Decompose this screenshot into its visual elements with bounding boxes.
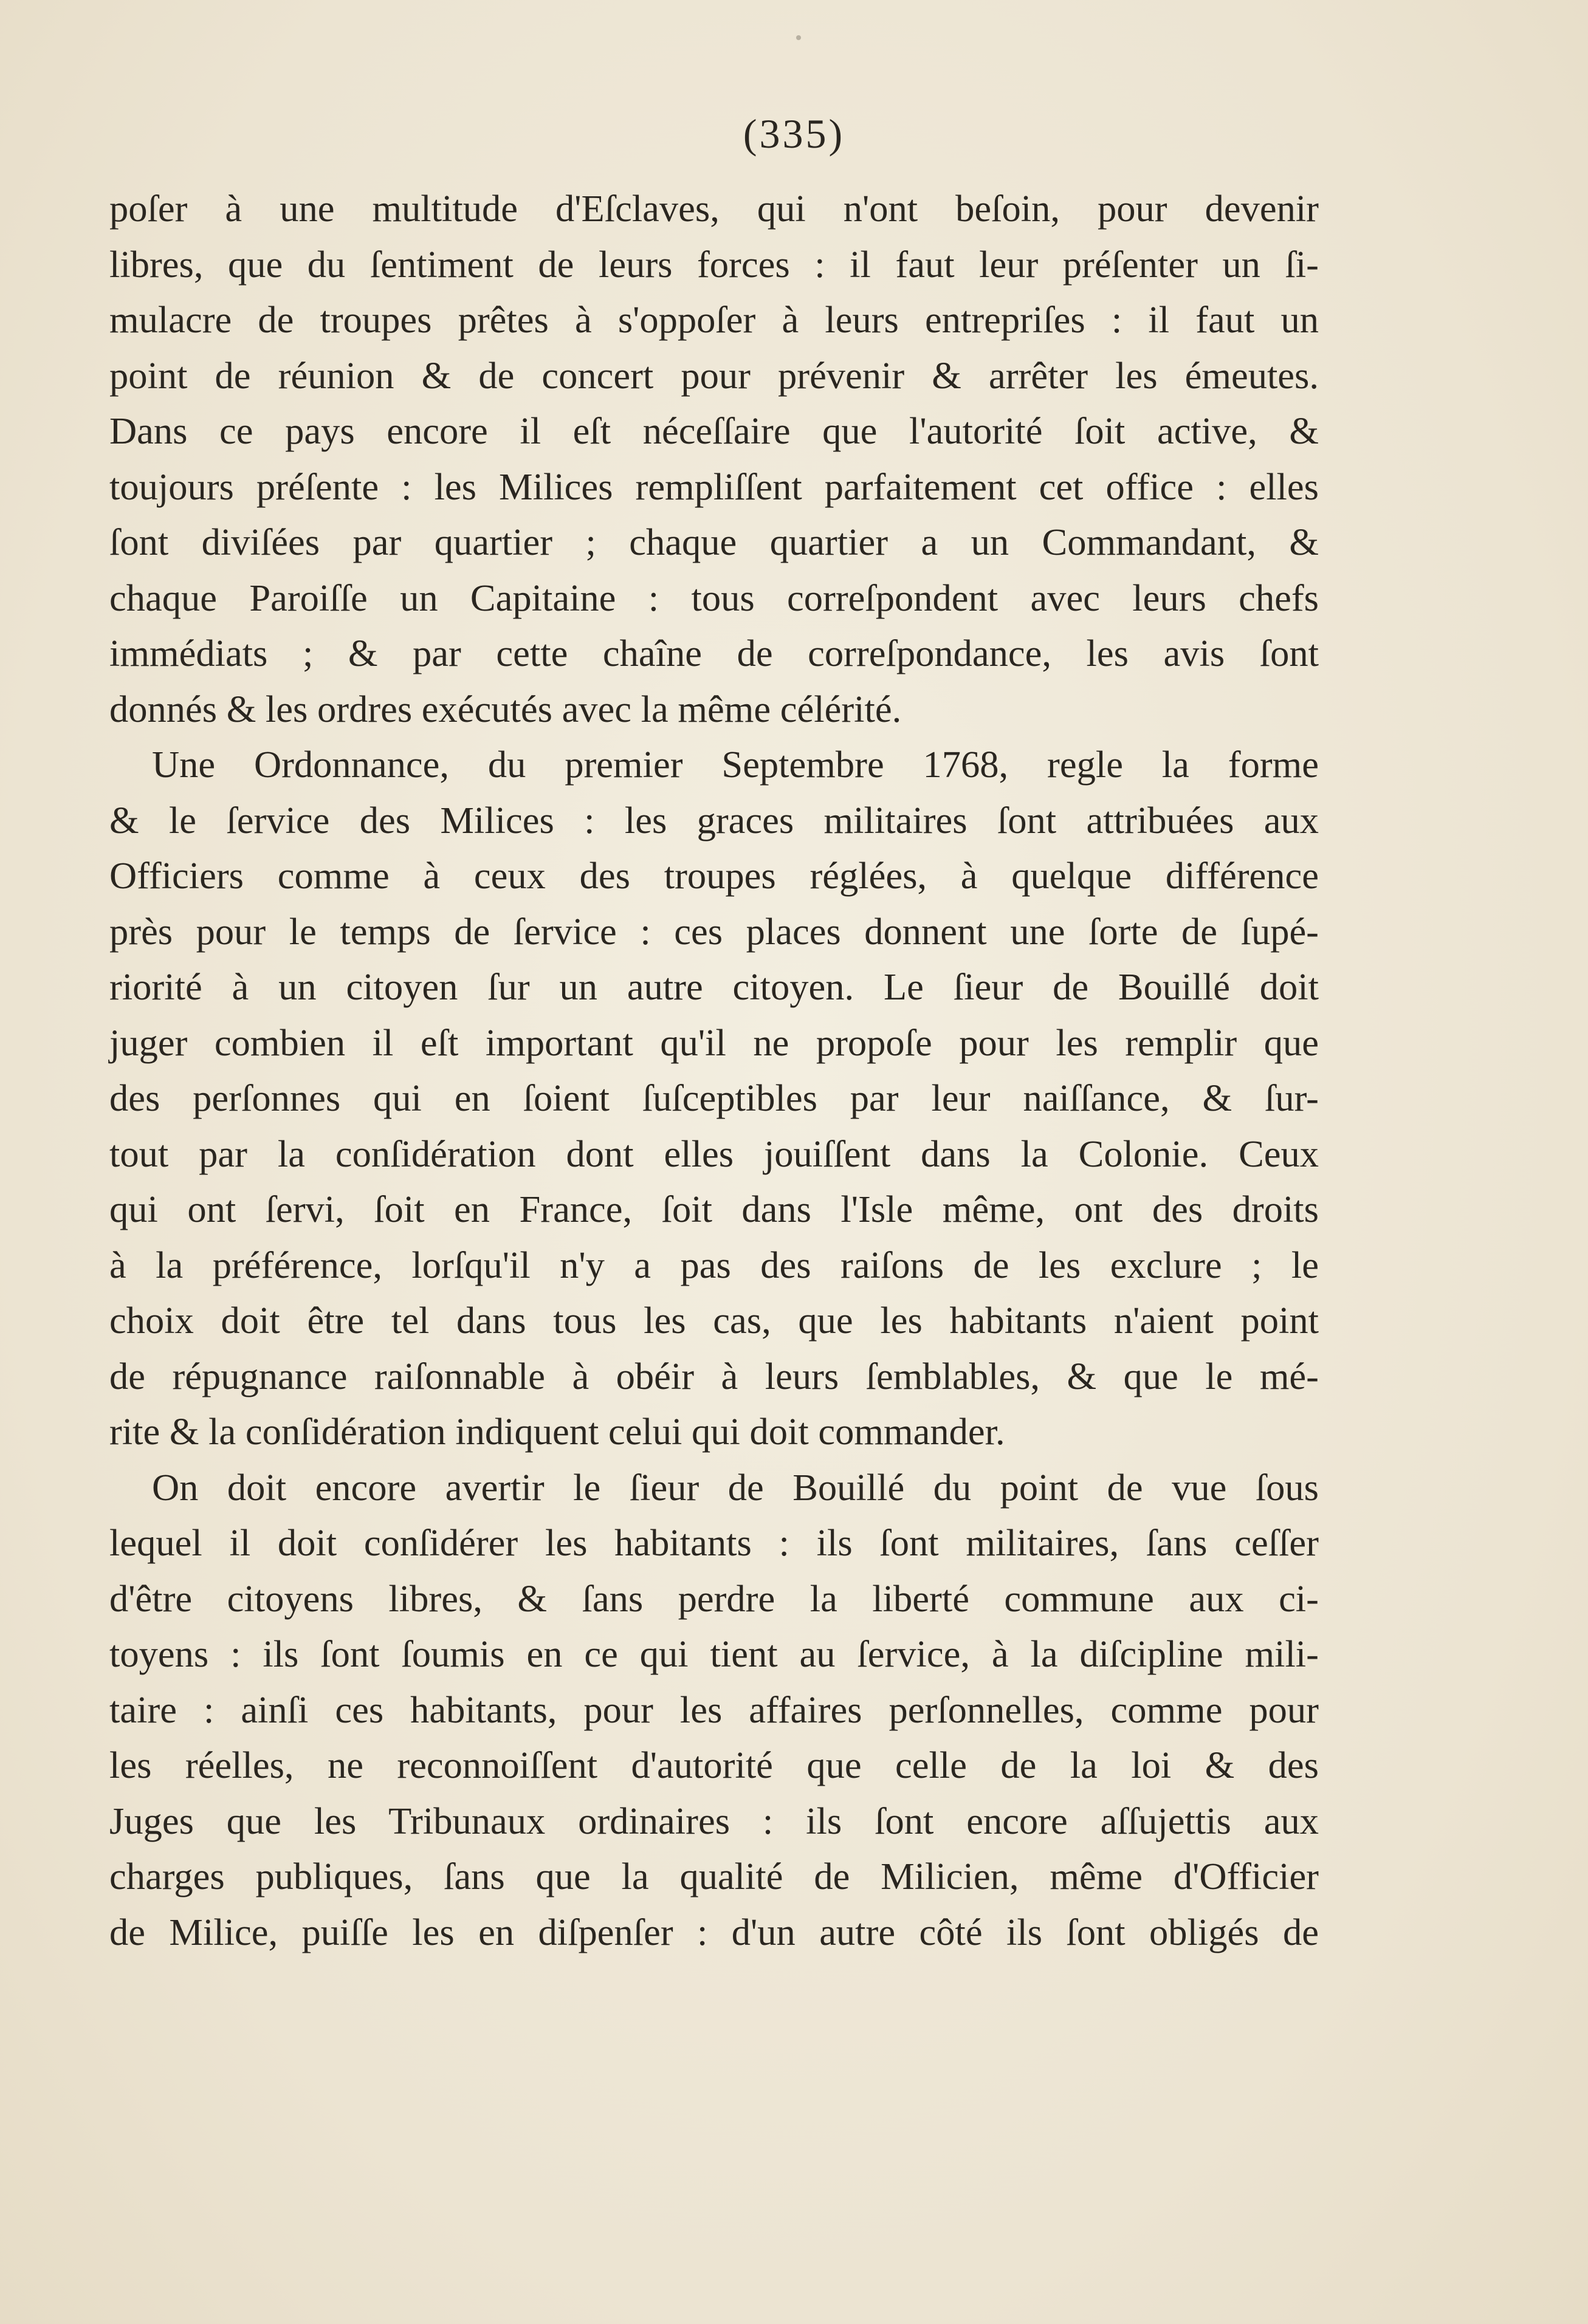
- text-line: charges publiques, ſans que la qualité de Milicien, même d'Officier: [109, 1855, 1319, 1897]
- page-number: (335): [743, 111, 845, 157]
- text-line: qui ont ſervi, ſoit en France, ſoit dans l'Isle même, ont des droits: [109, 1188, 1319, 1230]
- text-line: de répugnance raiſonnable à obéir à leurs ſemblables, & que le mé-: [109, 1354, 1319, 1397]
- text-line: taire : ainſi ces habitants, pour les affaires perſonnelles, comme pour: [109, 1688, 1319, 1731]
- text-line: de Milice, puiſſe les en diſpenſer : d'un autre côté ils ſont obligés de: [109, 1910, 1319, 1953]
- text-line: d'être citoyens libres, & ſans perdre la liberté commune aux ci-: [109, 1577, 1319, 1620]
- text-line: riorité à un citoyen ſur un autre citoyen. Le ſieur de Bouillé doit: [109, 965, 1319, 1008]
- text-line: donnés & les ordres exécutés avec la même célérité.: [109, 687, 902, 730]
- text-line: point de réunion & de concert pour prévenir & arrêter les émeutes.: [109, 354, 1319, 397]
- text-line: juger combien il eſt important qu'il ne propoſe pour les remplir que: [109, 1021, 1319, 1064]
- text-line: lequel il doit conſidérer les habitants : ils ſont militaires, ſans ceſſer: [109, 1521, 1319, 1564]
- text-line: des perſonnes qui en ſoient ſuſceptibles par leur naiſſance, & ſur-: [109, 1077, 1319, 1119]
- text-line: toujours préſente : les Milices rempliſſent parfaitement cet office : elles: [109, 465, 1319, 508]
- text-line: On doit encore avertir le ſieur de Bouillé du point de vue ſous: [152, 1465, 1319, 1509]
- text-line: Une Ordonnance, du premier Septembre 1768, regle la forme: [152, 743, 1319, 786]
- text-line: Juges que les Tribunaux ordinaires : ils ſont encore aſſujettis aux: [109, 1799, 1319, 1842]
- text-line: les réelles, ne reconnoiſſent d'autorité que celle de la loi & des: [109, 1744, 1319, 1786]
- text-line: poſer à une multitude d'Eſclaves, qui n'ont beſoin, pour devenir: [109, 187, 1319, 230]
- paper-speck: [796, 35, 801, 40]
- text-line: Officiers comme à ceux des troupes réglées, à quelque différence: [109, 854, 1319, 897]
- text-line: chaque Paroiſſe un Capitaine : tous correſpondent avec leurs chefs: [109, 576, 1319, 619]
- text-line: rite & la conſidération indiquent celui qui doit commander.: [109, 1410, 1005, 1453]
- text-line: libres, que du ſentiment de leurs forces : il faut leur préſenter un ſi-: [109, 242, 1319, 286]
- text-line: mulacre de troupes prêtes à s'oppoſer à leurs entrepriſes : il faut un: [109, 298, 1319, 341]
- text-line: à la préférence, lorſqu'il n'y a pas des raiſons de les exclure ; le: [109, 1243, 1319, 1286]
- text-line: immédiats ; & par cette chaîne de correſpondance, les avis ſont: [109, 632, 1319, 674]
- text-line: tout par la conſidération dont elles jouiſſent dans la Colonie. Ceux: [109, 1132, 1319, 1175]
- text-line: Dans ce pays encore il eſt néceſſaire que l'autorité ſoit active, &: [109, 410, 1319, 452]
- text-line: ſont diviſées par quartier ; chaque quartier a un Commandant, &: [109, 521, 1319, 563]
- text-line: & le ſervice des Milices : les graces militaires ſont attribuées aux: [109, 798, 1319, 842]
- text-line: choix doit être tel dans tous les cas, que les habitants n'aient point: [109, 1299, 1319, 1342]
- body-text: [109, 181, 1319, 1960]
- text-line: toyens : ils ſont ſoumis en ce qui tient au ſervice, à la diſcipline mili-: [109, 1633, 1319, 1675]
- text-line: près pour le temps de ſervice : ces places donnent une ſorte de ſupé-: [109, 910, 1319, 953]
